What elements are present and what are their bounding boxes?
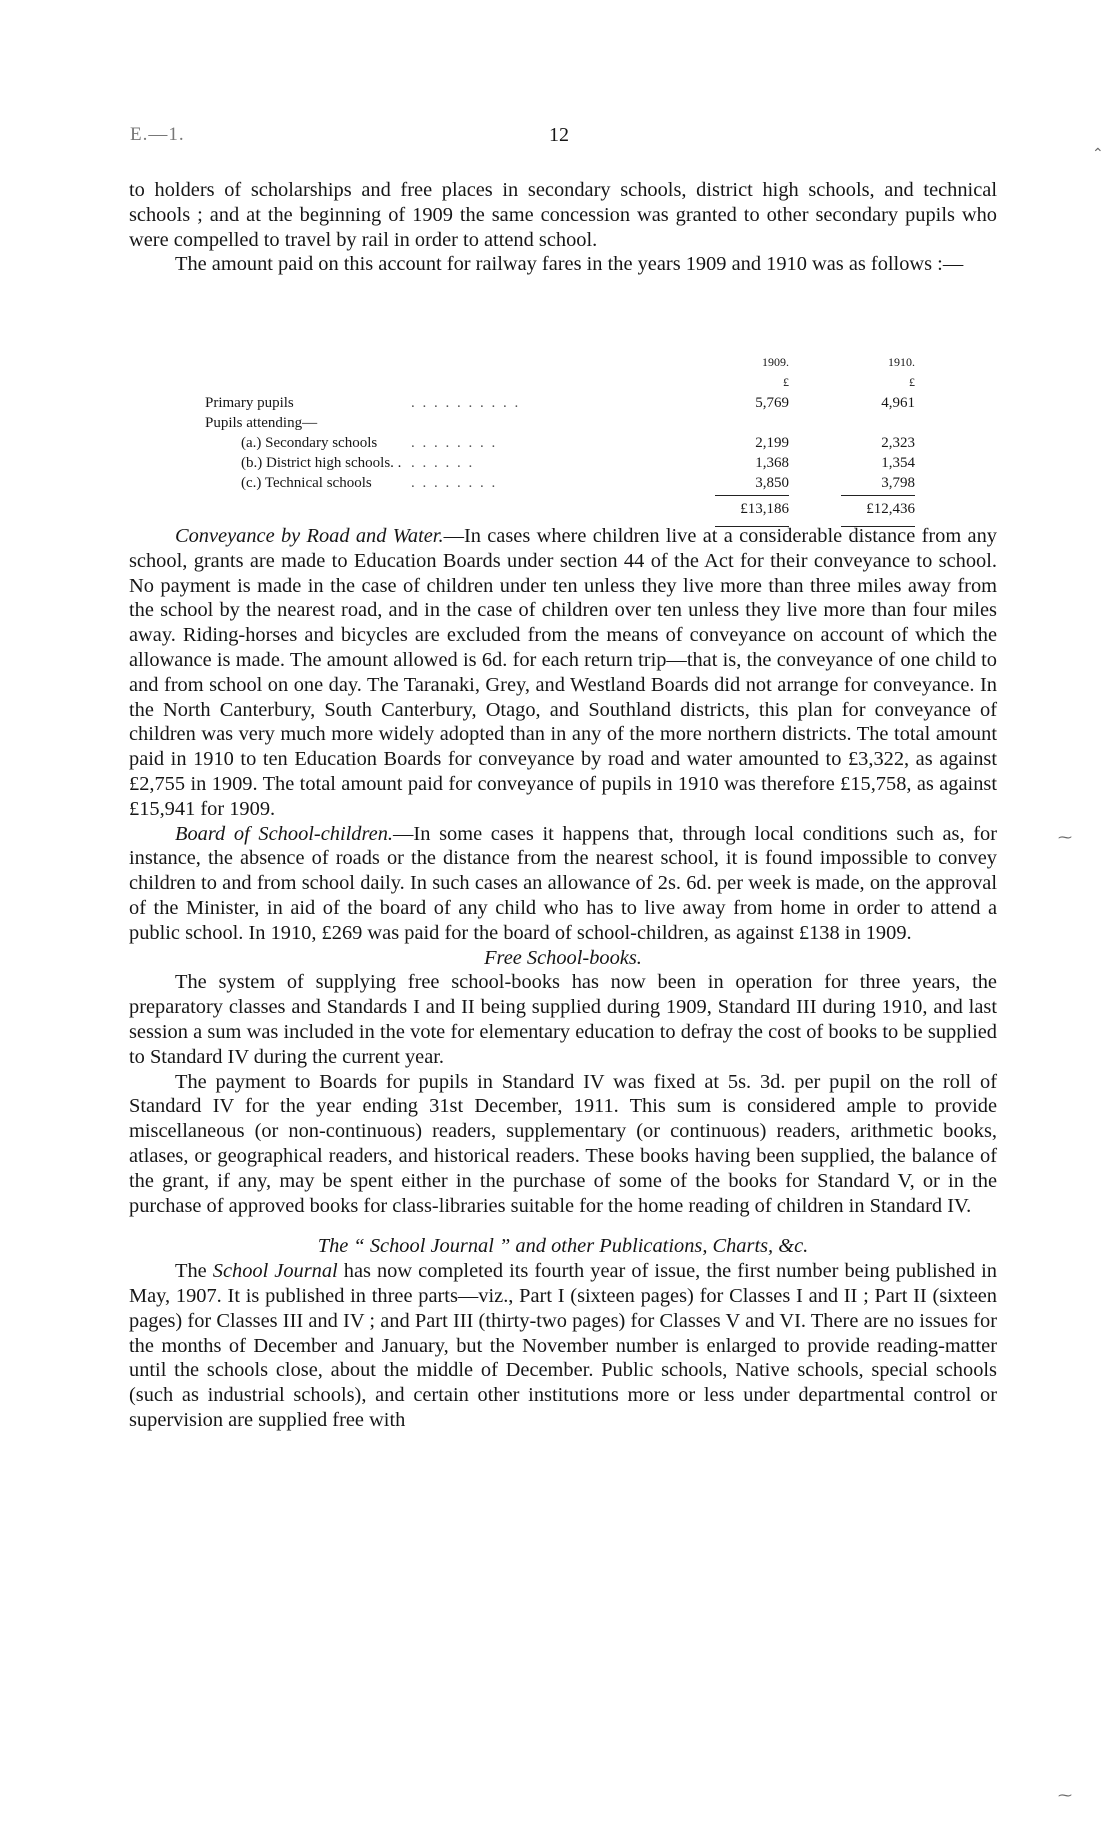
value-1909: 5,769 <box>755 395 789 411</box>
value-1910: 4,961 <box>881 395 915 411</box>
paragraph-text: has now completed its fourth year of issue, the first number being published in May, 1907. It is published in three parts—viz., Part I (sixteen pages) for Classes I and II ; Part II (sixteen pages) for Classes III and IV ; and Part III (thirty-two pages) for Classes V and VI. There are no issues for the months of December and January, but the November number is enlarged to provide reading-matter until the schools close, about the middle of December. Public schools, Native schools, special schools (such as industrial schools), and certain other institutions more or less under departmental control or supervision are supplied free with <box>129 1260 997 1431</box>
leader-dots: . . . . . . <box>411 455 475 471</box>
paragraph-railway-amount: The amount paid on this account for railway fares in the years 1909 and 1910 was as follows :— <box>175 253 964 276</box>
paragraph-text: —In cases where children live at a considerable distance from any school, grants are made to Education Boards under section 44 of the Act for their conveyance to school. No payment is made in the case of children under ten unless they live more than three miles away from the school by the nearest road, and in the case of children over ten unless they live more than four miles away. Riding-horses and bicycles are excluded from the means of conveyance on account of which the allowance is made. The amount allowed is 6d. for each return trip—that is, the conveyance of one child to and from school on one day. The Taranaki, Grey, and Westland Boards did not arrange for conveyance. In the North Canterbury, South Canterbury, Otago, and Southland districts, this plan for conveyance of children was very much more widely adopted than in any of the more northern districts. The total amount paid in 1910 to ten Education Boards for conveyance by road and water amounted to £3,322, as against £2,755 in 1909. The total amount paid for conveyance of pupils in 1910 was therefore £15,758, as against £15,941 for 1909. <box>129 525 997 820</box>
section-heading-free-books: Free School-books. <box>484 946 642 969</box>
paragraph-text: —In some cases it happens that, through local conditions such as, for instance, the absence of roads or the distance from the nearest school, it is found impossible to convey children to and from school daily. In such cases an allowance of 2s. 6d. per week is made, on the approval of the Minister, in aid of the board of any child who has to live away from home in order to attend a public school. In 1910, £269 was paid for the board of school-children, as against £138 in 1909. <box>129 822 998 944</box>
paragraph-free-books-2: The payment to Boards for pupils in Standard IV was fixed at 5s. 3d. per pupil on the roll of Standard IV for the year ending 31st December, 1911. This sum is considered ample to provide miscellaneous (or non-continuous) readers, supplementary (or continuous) readers, arithmetic books, atlases, or geographical readers, and historical readers. These books having been supplied, the balance of the grant, if any, may be spent either in the purchase of some of the books for Standard V, or in the purchase of approved books for class-libraries suitable for the home reading of children in Standard IV. <box>129 1070 997 1217</box>
run-in-heading-board: Board of School-children. <box>175 822 394 845</box>
table-year-row <box>205 355 915 375</box>
paragraph-board <box>129 822 997 946</box>
column-header-1909: 1909. <box>762 355 789 369</box>
total-1909: £13,186 <box>715 495 789 527</box>
value-1909: 3,850 <box>755 475 789 491</box>
total-1910: £12,436 <box>841 495 915 527</box>
value-1909: 1,368 <box>755 455 789 471</box>
value-1910: 3,798 <box>881 475 915 491</box>
report-reference: E.—1. <box>130 124 185 145</box>
leader-dots: . . . . . . . . . . <box>411 395 521 411</box>
table-row <box>205 455 915 475</box>
row-label: (c.) Technical schools <box>241 475 372 491</box>
table-row <box>205 395 915 415</box>
value-1910: 2,323 <box>881 435 915 451</box>
railway-fares-table <box>205 355 915 527</box>
column-header-1910: 1910. <box>888 355 915 369</box>
currency-symbol: £ <box>783 375 789 389</box>
leader-dots: . . . . . . . . <box>411 435 498 451</box>
journal-title: School Journal <box>212 1260 338 1283</box>
page-number: 12 <box>549 124 569 146</box>
leader-dots: . . . . . . . . <box>411 475 498 491</box>
value-1910: 1,354 <box>881 455 915 471</box>
table-row <box>205 415 915 435</box>
paragraph-free-books-1: The system of supplying free school-books has now been in operation for three years, the preparatory classes and Standards I and II being supplied during 1909, Standard III during 1910, and last session a sum was included in the vote for elementary education to defray the cost of books to be supplied to Standard IV during the current year. <box>129 971 997 1068</box>
paragraph-conveyance <box>129 524 997 822</box>
table-currency-row <box>205 375 915 395</box>
row-label: (b.) District high schools. . <box>241 455 402 471</box>
margin-mark: ⁓ <box>1058 1789 1072 1804</box>
railway-fares-section <box>129 178 997 277</box>
margin-mark: ⁓ <box>1058 831 1072 846</box>
row-label: Pupils attending— <box>205 415 318 431</box>
paragraph-continued: to holders of scholarships and free places in secondary schools, district high schools, and technical schools ; and at the beginning of 1909 the same concession was granted to other secondary pupils who were compelled to travel by rail in order to attend school. <box>129 179 997 251</box>
currency-symbol: £ <box>909 375 915 389</box>
body-text <box>129 524 997 1433</box>
table-row <box>205 435 915 455</box>
table-total-row <box>205 495 915 527</box>
table-row <box>205 475 915 495</box>
row-label: Primary pupils <box>205 395 294 411</box>
run-in-heading-conveyance: Conveyance by Road and Water. <box>175 525 444 547</box>
margin-mark: ⌃ <box>1092 147 1104 162</box>
row-label: (a.) Secondary schools <box>241 435 378 451</box>
paragraph-journal: The School Journal has now completed its fourth year of issue, the first number being published in May, 1907. It is published in three parts—viz., Part I (sixteen pages) for Classes I and II ; Part II (sixteen pages) for Classes III and IV ; and Part III (thirty-two pages) for Classes V and VI. There are no issues for the months of December and January, but the November number is enlarged to provide reading-matter until the schools close, about the middle of December. Public schools, Native schools, special schools (such as industrial schools), and certain other institutions more or less under departmental control or supervision are supplied free with <box>129 1260 997 1431</box>
section-heading-journal: The “ School Journal ” and other Publications, Charts, &c. <box>317 1235 809 1258</box>
value-1909: 2,199 <box>755 435 789 451</box>
